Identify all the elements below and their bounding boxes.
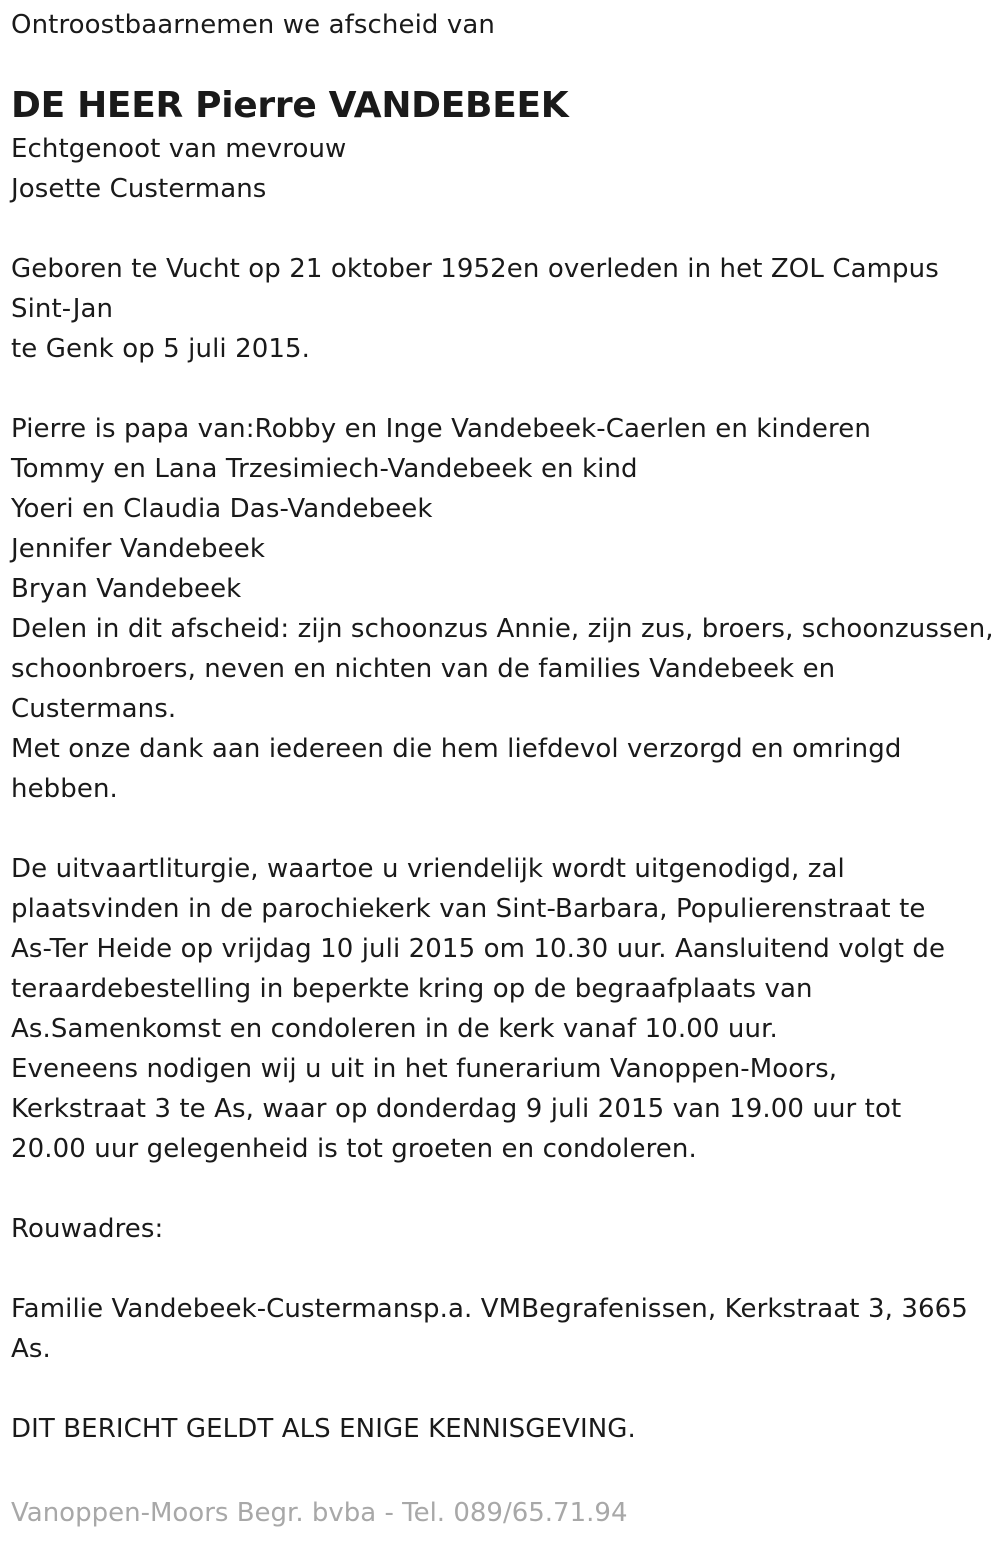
paragraph-gap xyxy=(11,369,996,409)
funeral-line: 20.00 uur gelegenheid is tot groeten en condoleren. xyxy=(11,1134,697,1164)
birth-death-line-3: te Genk op 5 juli 2015. xyxy=(11,334,311,364)
family-line: schoonbroers, neven en nichten van de families Vandebeek en xyxy=(11,654,836,684)
funeral-line: teraardebestelling in beperkte kring op de begraafplaats van xyxy=(11,974,813,1004)
spouse-line-1: Echtgenoot van mevrouw xyxy=(11,134,347,164)
family-line: Jennifer Vandebeek xyxy=(11,534,265,564)
mourning-address-label: Rouwadres: xyxy=(11,1214,164,1244)
birth-death-line-2: Sint-Jan xyxy=(11,294,114,324)
funeral-line: As-Ter Heide op vrijdag 10 juli 2015 om 10.30 uur. Aansluitend volgt de xyxy=(11,934,946,964)
obituary-notice xyxy=(11,0,996,1449)
funeral-line: De uitvaartliturgie, waartoe u vriendelijk wordt uitgenodigd, zal xyxy=(11,854,845,884)
paragraph-gap xyxy=(11,1169,996,1209)
family-line: Custermans. xyxy=(11,694,177,724)
intro-text: Ontroostbaarnemen we afscheid van xyxy=(11,10,495,40)
paragraph-gap xyxy=(11,809,996,849)
family-line: Bryan Vandebeek xyxy=(11,574,242,604)
funeral-line: plaatsvinden in de parochiekerk van Sint-Barbara, Populierenstraat te xyxy=(11,894,926,924)
funeral-line: Kerkstraat 3 te As, waar op donderdag 9 juli 2015 van 19.00 uur tot xyxy=(11,1094,902,1124)
family-line: Pierre is papa van:Robby en Inge Vandebeek-Caerlen en kinderen xyxy=(11,414,871,444)
deceased-name: DE HEER Pierre VANDEBEEK xyxy=(11,85,569,126)
family-line: Met onze dank aan iedereen die hem liefdevol verzorgd en omringd xyxy=(11,734,902,764)
family-line: Yoeri en Claudia Das-Vandebeek xyxy=(11,494,433,524)
birth-death-line-1: Geboren te Vucht op 21 oktober 1952en overleden in het ZOL Campus xyxy=(11,254,939,284)
family-section xyxy=(11,409,996,809)
paragraph-gap xyxy=(11,209,996,249)
family-line: Delen in dit afscheid: zijn schoonzus Annie, zijn zus, broers, schoonzussen, xyxy=(11,614,994,644)
spouse-line-2: Josette Custermans xyxy=(11,174,267,204)
funeral-home-footer: Vanoppen-Moors Begr. bvba - Tel. 089/65.71.94 xyxy=(11,1498,628,1528)
family-line: hebben. xyxy=(11,774,118,804)
funeral-section xyxy=(11,849,996,1169)
mourning-address-line-1: Familie Vandebeek-Custermansp.a. VMBegrafenissen, Kerkstraat 3, 3665 xyxy=(11,1294,968,1324)
funeral-line: As.Samenkomst en condoleren in de kerk vanaf 10.00 uur. xyxy=(11,1014,778,1044)
paragraph-gap xyxy=(11,1369,996,1409)
family-line: Tommy en Lana Trzesimiech-Vandebeek en kind xyxy=(11,454,638,484)
mourning-address-line-2: As. xyxy=(11,1334,51,1364)
funeral-line: Eveneens nodigen wij u uit in het funerarium Vanoppen-Moors, xyxy=(11,1054,838,1084)
paragraph-gap xyxy=(11,1249,996,1289)
notice-text: DIT BERICHT GELDT ALS ENIGE KENNISGEVING. xyxy=(11,1414,636,1444)
